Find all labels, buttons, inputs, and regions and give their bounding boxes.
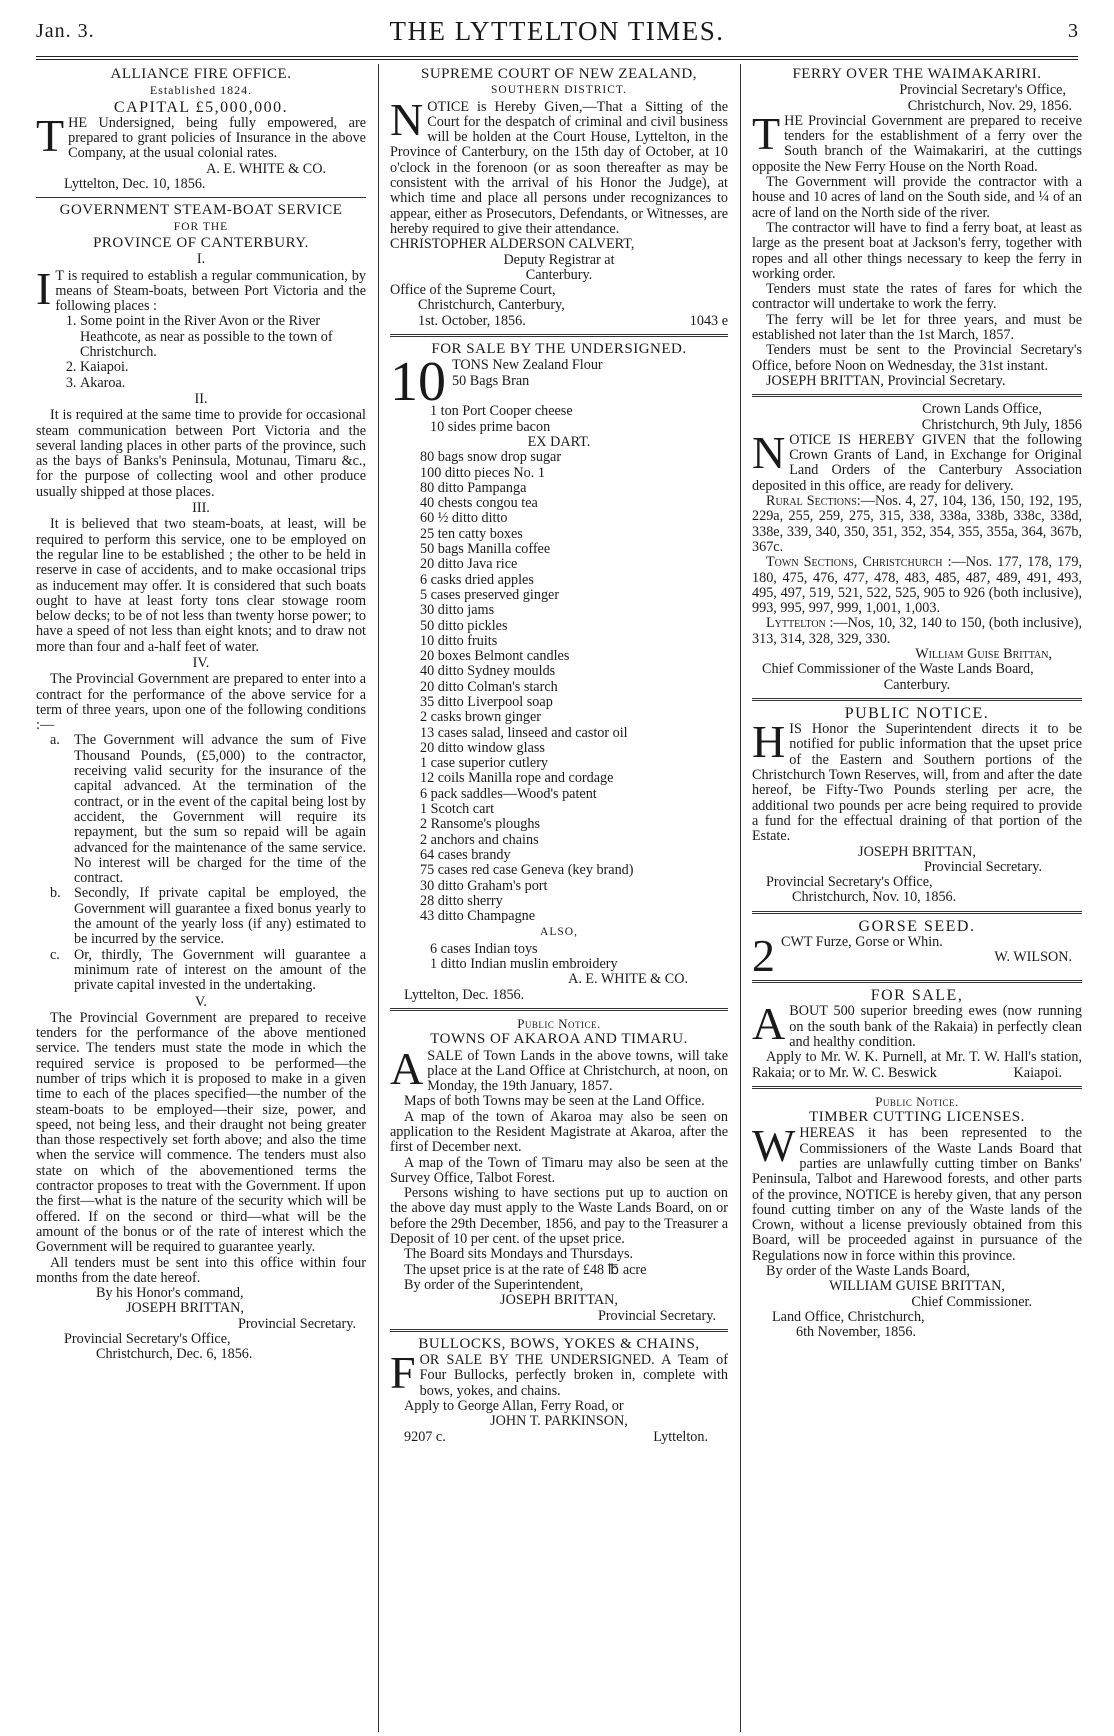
list-item: 1 ton Port Cooper cheese [430,403,573,420]
ad-dateline: Lyttelton, Dec. 10, 1856. [64,176,206,193]
list-item: 2 casks brown ginger [420,709,541,726]
rural-sections: Rural Sections:—Nos. 4, 27, 104, 136, 150, 192, 195, 229a, 255, 259, 275, 315, 338, 338a, 338b, 338c, 338d, 338e, 339, 340, 350, 351, 352, 354, 355, 355a, 364, 367b, 367c. [752,493,1082,555]
list-item: 1 case superior cutlery [420,755,549,772]
paragraph: Persons wishing to have sections put up to auction on the above day must apply to the Waste Lands Board, on or before the 29th December, 1856, and pay to the Treasurer a Deposit of 10 per cent. of the upset price. [390,1185,728,1248]
paragraph: Tenders must state the rates of fares for which the contractor will undertake to work the ferry. [752,281,1082,313]
drop-cap: T [752,107,781,159]
ad-firm: A. E. WHITE & CO. [568,971,688,988]
items-list [390,404,728,435]
paragraph: Maps of both Towns may be seen at the Land Office. [404,1093,705,1110]
paragraph: It is believed that two steam-boats, at least, will be required to perform this service, one to be employed on the regular line to be established ; the other to be held in reserve in case of accidents, and to make occasional trips as inducement may offer. It is considered that such boats ought to have at least forty tons clear stowage room below decks; to be of not less than twenty horse power; to have a speed of not less than eight knots; and to draw not more than four and a-half feet of water. [36,516,366,655]
public-notice [752,706,1082,906]
ad-title: PUBLIC NOTICE. [844,704,990,722]
also-heading: ALSO, [540,926,578,939]
ex-dart-heading: EX DART. [527,433,591,450]
signer: WILLIAM GUISE BRITTAN, [829,1278,1005,1295]
list-item: 35 ditto Liverpool soap [420,693,553,710]
list-item: 13 cases salad, linseed and castor oil [420,724,628,741]
signer-title: Provincial Secretary. [597,1307,716,1324]
list-item: 20 ditto Colman's starch [420,678,558,695]
list-item: 10 sides prime bacon [430,418,551,435]
office-2: Christchurch, Canterbury, [418,297,565,314]
list-item: 5 cases preserved ginger [420,586,560,603]
ad-title: FERRY OVER THE WAIMAKARIRI. [792,66,1042,82]
paragraph: All tenders must be sent into this office within four months from the date hereof. [36,1254,366,1286]
ad-text: CWT Furze, Gorse or Whin. [781,935,943,951]
list-item: 30 ditto jams [420,602,495,619]
ad-title: BULLOCKS, BOWS, YOKES & CHAINS, [418,1335,700,1352]
list-item: 20 ditto Java rice [420,556,518,573]
paragraph: The contractor will have to find a ferry boat, at least as large as the present boat at Jackson's ferry, together with ropes and all other things necessary to keep the ferry in working order. [752,219,1082,282]
separator [390,334,728,337]
alliance-fire-office-ad [36,67,366,192]
signer: JOSEPH BRITTAN, [500,1292,618,1309]
drop-cap: A [752,998,786,1050]
date: Christchurch, Nov. 10, 1856. [792,889,957,906]
ad-ref: 1043 e [689,312,728,329]
signer: JOSEPH BRITTAN, [126,1300,244,1317]
section-number: III. [192,500,210,517]
ad-title: FOR SALE BY THE UNDERSIGNED. [431,341,687,358]
office: Provincial Secretary's Office, [899,82,1066,99]
ad-title-2: PROVINCE OF CANTERBURY. [93,234,309,251]
list-item: 2. Kaiapoi. [80,360,366,375]
ad-title: TOWNS OF AKAROA AND TIMARU. [430,1031,688,1048]
gorse-seed-ad [752,919,1082,975]
list-item: 100 ditto pieces No. 1 [420,464,545,481]
office: Provincial Secretary's Office, [64,1331,231,1348]
ad-title: TIMBER CUTTING LICENSES. [809,1109,1025,1126]
list-item: 28 ditto sherry [420,892,503,909]
signer: JOSEPH BRITTAN, [858,843,976,860]
steamboat-service-ad [36,203,366,1362]
paragraph: It is required at the same time to provide for occasional steam communication between Port Victoria and the several landing places in other parts of the province, such as the bays of Banks's Peninsula, Motunau, Timaru &c., for the purpose of collecting wool and other produce usually shipped at those places. [36,407,366,500]
separator [752,980,1082,983]
command-line: By his Honor's command, [96,1285,244,1302]
ad-title: ALLIANCE FIRE OFFICE. [110,66,292,82]
list-item: 40 chests congou tea [420,495,538,512]
list-item: 30 ditto Graham's port [420,877,548,894]
ferry-notice [752,67,1082,389]
ref-line [390,1430,728,1445]
paragraph: HIS Honor the Superintendent directs it to be notified for public information that the upset price of the Eastern and Southern portions of the Christchurch Town Reserves, will, from and after the date hereof, be Fifty-Two Pounds sterling per acre, the additional two pounds per acre being required to provide a fund for the effectual draining of that portion of the Estate. [752,716,1082,845]
order-line: By order of the Waste Lands Board, [766,1263,970,1280]
paragraph: The ferry will be let for three years, and must be established not later than the 1st March, 1857. [752,311,1082,344]
list-item: b. Secondly, If private capital be employed, the Government will guarantee a fixed bonus yearly to the amount of the yearly loss (if any) estimated to be incurred by the service. [50,885,366,948]
date: Christchurch, 9th July, 1856 [921,416,1082,433]
conditions-list [36,733,366,993]
column-2 [390,66,728,1731]
paragraph: The Provincial Government are prepared to receive tenders for the performance of the above mentioned service. The tenders must state the mode in which the required service is proposed to be performed—the number of trips which it is proposed to make in a given time to each of the places specified—the number of the steam-boats to be employed—their size, power, and speed, not being less, and their draught not being greater than those respectively set forth above; and also the time when the service will commence. The tenders must also state on which of the abovementioned terms the contractor proposes to treat with the Government. If upon the first—what is the nature of the security which will be offered. If on the second or third—what will be the amount of the bonus or of the rate of interest which the Government will be required to guarantee yearly. [36,1009,366,1256]
ad-body: NOTICE is Hereby Given,—That a Sitting of the Court for the despatch of criminal and civil business will be holden at the Court House, Lyttelton, in the Province of Canterbury, on the 15th day of October, at 10 o'clock in the forenoon (or as soon thereafter as may be consistent with the arrival of his Honor the Judge), at which time and place all persons under recognizances to appear, either as Prosecutors, Defendants, or Witnesses, are hereby required to give their attendance. [390,93,728,237]
list-item: a. The Government will advance the sum of Five Thousand Pounds, (£5,000) to the contractor, receiving valid security for the insurance of the capital advanced. At the termination of the contract, or in the event of the capital being lost by accident, the Government will require its repayment, but the sum so repaid will be again advanced for the maintenance of the same service. No interest will be charged for the time of the contract. [50,732,366,887]
drop-cap: W [752,1120,796,1172]
paragraph: The upset price is at the rate of £48 ℔ acre [404,1261,647,1278]
ad-title: SUPREME COURT OF NEW ZEALAND, [421,66,697,82]
separator [752,911,1082,914]
ad-title: GORSE SEED. [858,917,976,935]
timber-licenses-notice [752,1094,1082,1341]
list-item: 50 bags Manilla coffee [420,541,551,558]
drop-cap: T [36,109,65,161]
signer-title: Chief Commissioner of the Waste Lands Board, [762,661,1034,678]
ad-body [752,935,1082,975]
drop-cap: N [390,93,424,145]
dateline: Christchurch, Dec. 6, 1856. [96,1346,253,1363]
paragraph: By order of the Superintendent, [404,1276,584,1293]
drop-cap: I [36,262,52,314]
date: Christchurch, Nov. 29, 1856. [907,97,1072,114]
paragraph: THE Provincial Government are prepared to receive tenders for the establishment of a ferry over the South branch of the Waimakariri, at the cuttings opposite the New Ferry House on the North Road. [752,107,1082,175]
separator [752,698,1082,701]
column-1 [36,66,366,1731]
drop-cap: A [390,1042,424,1094]
supreme-court-notice [390,67,728,329]
list-item: 20 boxes Belmont candles [420,648,570,665]
date-line: 1st. October, 1856. 1043 e [418,312,728,329]
ad-body: FOR SALE BY THE UNDERSIGNED. A Team of Four Bullocks, perfectly broken in, complete with bows, yokes, and chains. [390,1347,728,1399]
lead-line-2: 50 Bags Bran [452,372,530,389]
section-number: I. [196,251,206,268]
lyttelton-sections: Lyttelton :—Nos, 10, 32, 140 to 150, (both inclusive), 313, 314, 328, 329, 330. [752,615,1082,647]
list-item: 6 cases Indian toys [430,940,538,957]
ad-kicker: Public Notice. [875,1093,959,1109]
column-divider-2 [740,64,741,1732]
list-item: 3. Akaroa. [80,376,366,391]
office: Provincial Secretary's Office, [766,874,933,891]
items-list-ex-dart [390,450,728,924]
ad-for-the: FOR THE [173,220,229,233]
drop-cap: N [752,426,786,478]
items-list-also [390,942,728,973]
separator [36,197,366,198]
separator [390,1008,728,1011]
section-number: IV. [192,654,210,671]
list-item: 12 coils Manilla rope and cordage [420,770,614,787]
paragraph: ABOUT 500 superior breeding ewes (now running on the south bank of the Rakaia) in perfectly clean and healthy condition. [752,998,1082,1050]
crown-lands-notice [752,402,1082,693]
list-item: 2 Ransome's ploughs [420,816,540,833]
list-item: 10 ditto fruits [420,632,498,649]
paragraph: A map of the town of Akaroa may also be seen on application to the Resident Magistrate at Akaroa, after the first of December next. [390,1108,728,1156]
list-item: 20 ditto window glass [420,739,545,756]
separator [390,1329,728,1332]
list-item: 43 ditto Champagne [420,908,536,925]
paragraph: A map of the Town of Timaru may also be seen at the Survey Office, Talbot Forest. [390,1154,728,1186]
ad-name: JOHN T. PARKINSON, [490,1413,628,1430]
ad-place: Lyttelton. [653,1428,708,1445]
paragraph: The Provincial Government are prepared to enter into a contract for the performance of the above service for a term of three years, upon one of the following conditions :— [36,671,366,734]
ad-title: FOR SALE, [870,987,964,1005]
ad-lead [390,358,728,404]
list-item: 25 ten catty boxes [420,525,523,542]
ad-place: Kaiapoi. [1013,1064,1062,1081]
list-item: 6 pack saddles—Wood's patent [420,785,597,802]
ad-dateline: Lyttelton, Dec. 1856. [404,986,525,1003]
ad-kicker: Public Notice. [517,1015,601,1031]
issue-date: Jan. 3. [36,20,95,42]
places-list [36,314,366,390]
drop-number: 2 [752,935,775,976]
section-number: V. [195,993,207,1010]
signer-title: Deputy Registrar at [503,251,615,268]
list-item: c. Or, thirdly, The Government will guarantee a minimum rate of interest on the amount of the private capital invested in the undertaking. [50,946,366,994]
column-3 [752,66,1082,1731]
list-item: 80 ditto Pampanga [420,479,527,496]
newspaper-title: THE LYTTELTON TIMES. [389,16,725,46]
ad-district: SOUTHERN DISTRICT. [491,84,627,97]
separator [752,1086,1082,1089]
office: Office of the Supreme Court, [390,282,556,299]
for-sale-ad [390,342,728,1003]
signer: JOSEPH BRITTAN, Provincial Secretary. [766,372,1006,389]
ad-established: Established 1824. [149,83,253,98]
list-item: 1 ditto Indian muslin embroidery [430,956,618,973]
ad-firm: A. E. WHITE & CO. [206,160,326,177]
towns-notice [390,1016,728,1324]
paragraph: The Government will provide the contractor with a house and 10 acres of land on the South side, and ¼ of an acre of land on the North side of the river. [752,174,1082,221]
ad-intro: I T is required to establish a regular communication, by means of Steam-boats, between Port Victoria and the following places : [36,262,366,315]
separator [752,394,1082,397]
signer: CHRISTOPHER ALDERSON CALVERT, [390,236,635,253]
page-number: 3 [1068,20,1078,42]
signer-title: Provincial Secretary. [923,858,1042,875]
lead-line: TONS New Zealand Flour [452,358,603,374]
masthead [36,14,1078,54]
signer-title: Provincial Secretary. [237,1315,356,1332]
list-item: 1. Some point in the River Avon or the River Heathcote, as near as possible to the town of Christchurch. [80,314,366,360]
office: Land Office, Christchurch, [772,1308,925,1325]
signer-title-2: Canterbury. [883,676,951,693]
apply-line: Apply to George Allan, Ferry Road, or [404,1398,624,1415]
masthead-rule-top [36,56,1078,57]
ad-body: THE Undersigned, being fully empowered, are prepared to grant policies of Insurance in the above Company, at the usual colonial rates. [36,109,366,162]
office: Crown Lands Office, [922,401,1042,418]
signer: W. WILSON. [994,949,1072,966]
list-item: 40 ditto Sydney moulds [420,663,556,680]
paragraph: The Board sits Mondays and Thursdays. [404,1246,634,1263]
drop-number: 10 [390,358,446,405]
list-item: 60 ½ ditto ditto [420,510,508,527]
list-item: 75 cases red case Geneva (key brand) [420,862,634,879]
list-item: 2 anchors and chains [420,831,539,848]
drop-cap: H [752,716,786,768]
apply-line: Apply to Mr. W. K. Purnell, at Mr. T. W. Hall's station, Rakaia; or to Mr. W. C. Beswick Kaiapoi. [752,1049,1082,1081]
signer: William Guise Brittan, [915,645,1052,662]
ad-capital: CAPITAL £5,000,000. [113,98,289,116]
list-item: 80 bags snow drop sugar [420,449,562,466]
column-divider-1 [378,64,379,1732]
list-item: 1 Scotch cart [420,801,495,818]
paragraph: Tenders must be sent to the Provincial Secretary's Office, before Noon on Wednesday, the 31st instant. [752,342,1082,374]
bullocks-ad [390,1337,728,1445]
paragraph: ASALE of Town Lands in the above towns, will take place at the Land Office at Christchurch, at noon, on Monday, the 19th January, 1857. [390,1042,728,1095]
drop-cap: F [390,1347,416,1399]
section-number: II. [194,390,208,407]
ad-ref: 9207 c. [404,1428,446,1445]
signer-title: Chief Commissioner. [911,1293,1032,1310]
ad-title: GOVERNMENT STEAM-BOAT SERVICE [59,202,343,219]
list-item: 6 casks dried apples [420,571,534,588]
town-sections: Town Sections, Christchurch :—Nos. 177, 178, 179, 180, 475, 476, 477, 478, 483, 485, 487, 489, 491, 493, 495, 497, 519, 521, 522, 525, 905 to 926 (both inclusive), 993, 995, 997, 999, 1,001, 1,003. [752,554,1082,617]
list-item: 64 cases brandy [420,846,511,863]
ewes-ad [752,988,1082,1081]
paragraph: NOTICE IS HEREBY GIVEN that the following Crown Grants of Land, in Exchange for Original Land Orders of the Canterbury Association deposited in this office, are ready for delivery. [752,426,1082,494]
list-item: 50 ditto pickles [420,617,508,634]
signer-title-2: Canterbury. [525,266,593,283]
paragraph: WHEREAS it has been represented to the Commissioners of the Waste Lands Board that parties are unlawfully cutting timber on Banks' Peninsula, Talbot and Harewood forests, and other parts of the province, NOTICE is hereby given, that any person found cutting timber on any of the Waste lands of the Crown, without a license previously obtained from this Board, will be proceeded against in pursuance of the Regulations now in force within this province. [752,1120,1082,1264]
date: 6th November, 1856. [796,1324,917,1341]
masthead-rule-bottom [36,59,1078,60]
